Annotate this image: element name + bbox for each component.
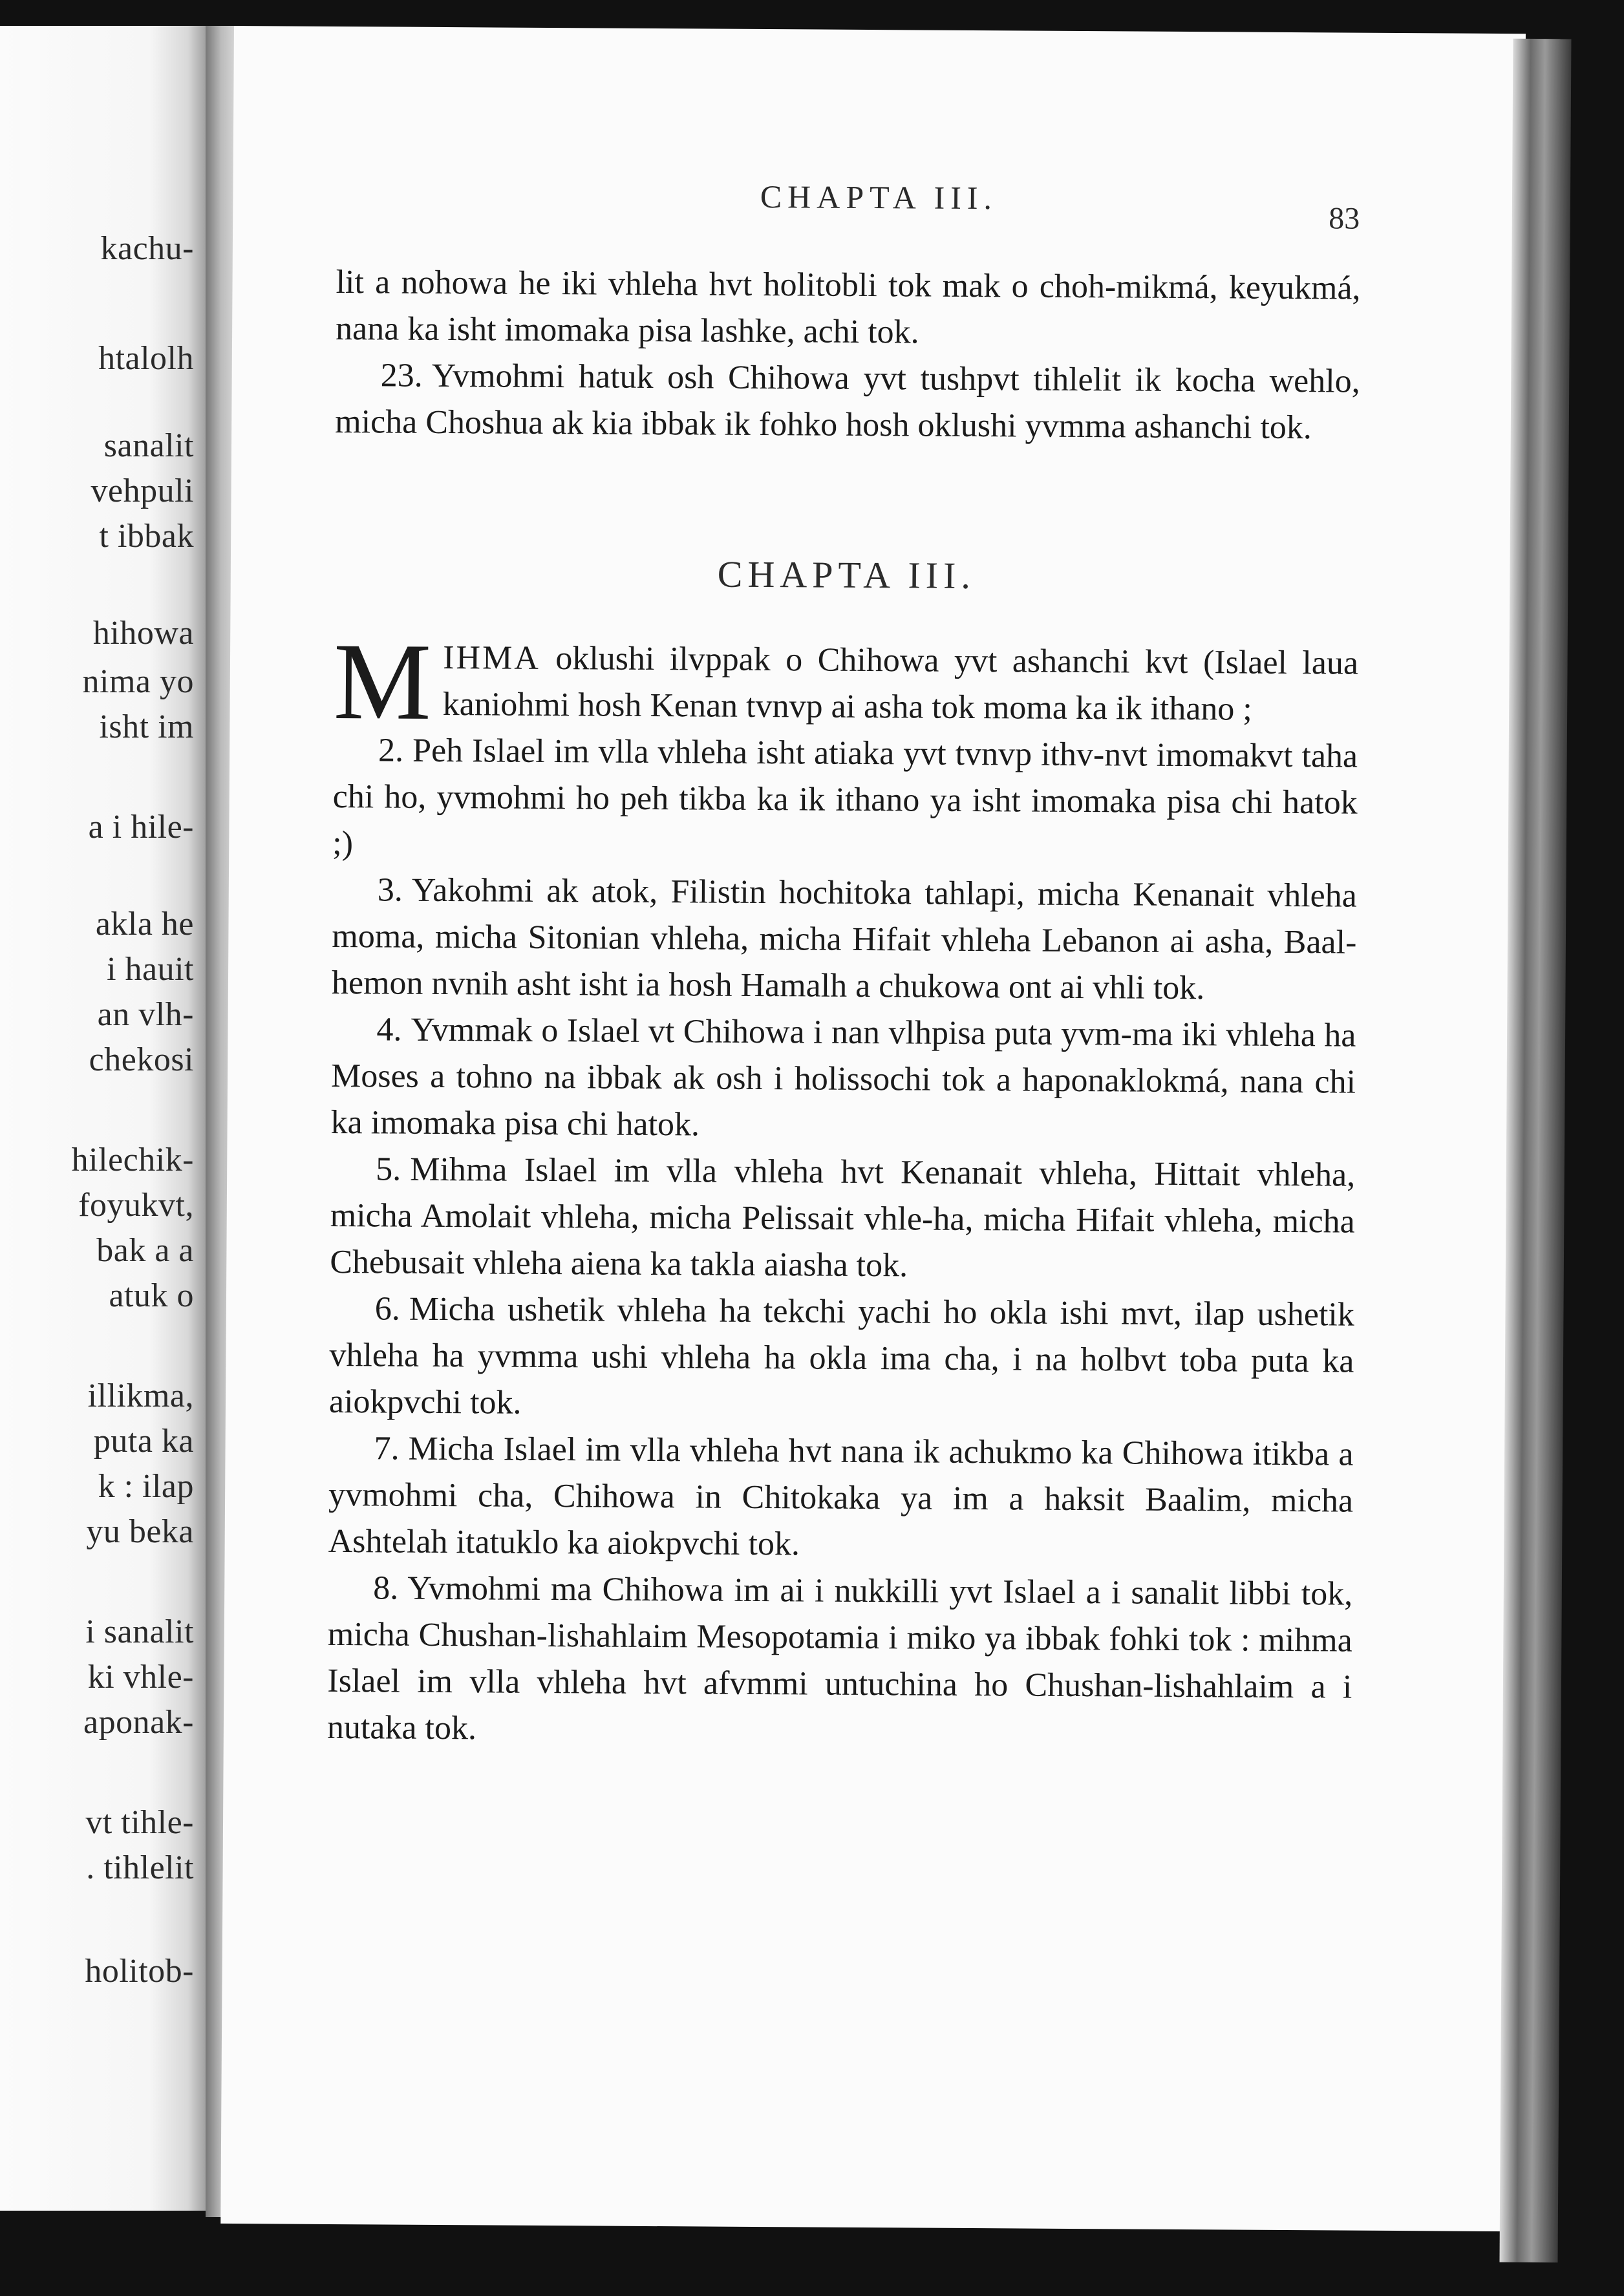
left-margin-line: hilechik- — [71, 1142, 194, 1178]
left-margin-line: chekosi — [89, 1041, 194, 1078]
verse-text: Micha Islael im vlla vhleha hvt nana ik achukmo ka Chihowa itikba a yvmohmi cha, Chihowa in Chitokaka ya im a haksit Baalim, micha Ashtelah itatuklo ka aiokpvchi tok. — [328, 1430, 1354, 1563]
first-word: IHMA — [443, 639, 541, 677]
verse-number: 8. — [373, 1569, 399, 1607]
verse — [332, 867, 1357, 1013]
verse-list — [327, 727, 1358, 1758]
verse-number: 2. — [378, 732, 404, 769]
verse-text: Yvmmak o Islael vt Chihowa i nan vlhpisa puta yvm-ma iki vhleha ha Moses a tohno na ibbak ak osh i holissochi tok a haponaklokmá, nana chi ka imomaka pisa chi hatok. — [330, 1011, 1356, 1143]
verse-text: Yakohmi ak atok, Filistin hochitoka tahlapi, micha Kenanait vhleha moma, micha Sitonian vhleha, micha Hifait vhleha Lebanon ai asha, Baal-hemon nvnih asht isht ia hosh Hamalh a chukowa ont ai vhli tok. — [331, 871, 1357, 1007]
left-margin-line: a i hile- — [88, 809, 194, 845]
left-margin-line: isht im — [99, 708, 194, 745]
running-head: CHAPTA III. — [760, 178, 998, 217]
left-margin-line: vehpuli — [91, 473, 194, 509]
verse-23 — [335, 352, 1360, 452]
left-margin-line: hihowa — [92, 615, 194, 652]
verse — [332, 727, 1358, 873]
left-margin-line: i sanalit — [85, 1613, 194, 1650]
left-margin-line: i hauit — [107, 951, 194, 988]
left-margin-line: illikma, — [87, 1377, 194, 1414]
left-margin-line: t ibbak — [99, 518, 194, 555]
left-margin-line: kachu- — [100, 230, 194, 267]
left-margin-line: bak a a — [96, 1232, 194, 1269]
verse-text: oklushi ilvppak o Chihowa yvt ashanchi kvt (Islael laua kaniohmi hosh Kenan tvnvp ai asha tok moma ka ik ithano ; — [442, 640, 1359, 728]
verse-number: 7. — [374, 1430, 400, 1467]
verse-text: Peh Islael im vlla vhleha isht atiaka yvt tvnvp ithv-nvt imomakvt taha chi ho, yvmohmi ho peh tikba ka ik ithano ya isht imomaka pisa chi hatok ;) — [332, 732, 1358, 862]
verse-number: 5. — [376, 1151, 401, 1188]
left-margin-line: holitob- — [85, 1953, 194, 1990]
drop-cap: M — [333, 620, 432, 743]
verse-number: 3. — [377, 871, 403, 909]
verse-text: Mihma Islael im vlla vhleha hvt Kenanait vhleha, Hittait vhleha, micha Amolait vhleha, micha Pelissait vhle-ha, micha Hifait vhleha, micha Chebusait vhleha aiena ka takla aiasha tok. — [330, 1151, 1356, 1284]
text-block — [327, 259, 1361, 1758]
left-margin-line: vt tihle- — [85, 1804, 194, 1841]
left-margin-line: an vlh- — [97, 996, 194, 1033]
verse — [327, 1565, 1353, 1758]
right-page — [220, 26, 1526, 2231]
verse — [330, 1146, 1355, 1292]
left-margin-line: yu beka — [86, 1513, 194, 1550]
left-margin-line: atuk o — [109, 1277, 194, 1314]
verse-number: 6. — [374, 1290, 401, 1328]
left-margin-line: . tihlelit — [86, 1849, 194, 1886]
verse — [330, 1006, 1356, 1153]
verse-1 — [333, 620, 1359, 743]
left-margin-line: aponak- — [83, 1704, 194, 1741]
verse — [329, 1286, 1354, 1432]
left-margin-line: puta ka — [93, 1423, 194, 1460]
left-margin-line: ki vhle- — [87, 1659, 194, 1695]
left-margin-line: nima yo — [82, 663, 194, 700]
verse — [328, 1425, 1353, 1571]
page-number: 83 — [1329, 201, 1360, 236]
chapter-title: CHAPTA III. — [717, 553, 976, 597]
verse-text: Yvmohmi hatuk osh Chihowa yvt tushpvt tihlelit ik kocha wehlo, micha Choshua ak kia ibbak ik fohko hosh oklushi yvmma ashanchi tok. — [335, 357, 1360, 447]
verse-number: 23. — [380, 357, 423, 394]
left-margin-line: k : ilap — [98, 1468, 194, 1505]
verse-text: Yvmohmi ma Chihowa im ai i nukkilli yvt Islael a i sanalit libbi tok, micha Chushan-lishahlaim Mesopotamia i miko ya ibbak fohki tok : mihma Islael im vlla vhleha hvt afvmmi untuchina ho Chushan-lishahlaim a i nutaka tok. — [326, 1569, 1353, 1747]
verse-number: 4. — [376, 1011, 402, 1048]
left-margin-line: foyukvt, — [78, 1187, 194, 1224]
left-margin-line: htalolh — [98, 340, 194, 377]
left-page — [0, 26, 213, 2211]
left-margin-line: akla he — [95, 906, 194, 942]
carryover-paragraph: lit a nohowa he iki vhleha hvt holitobli tok mak o choh-mikmá, keyukmá, nana ka isht imomaka pisa lashke, achi tok. — [335, 263, 1361, 351]
verse-text: Micha ushetik vhleha ha tekchi yachi ho okla ishi mvt, ilap ushetik vhleha ha yvmma ushi vhleha ha okla ima cha, i na holbvt toba puta ka aiokpvchi tok. — [328, 1290, 1355, 1421]
left-margin-line: sanalit — [103, 427, 194, 464]
